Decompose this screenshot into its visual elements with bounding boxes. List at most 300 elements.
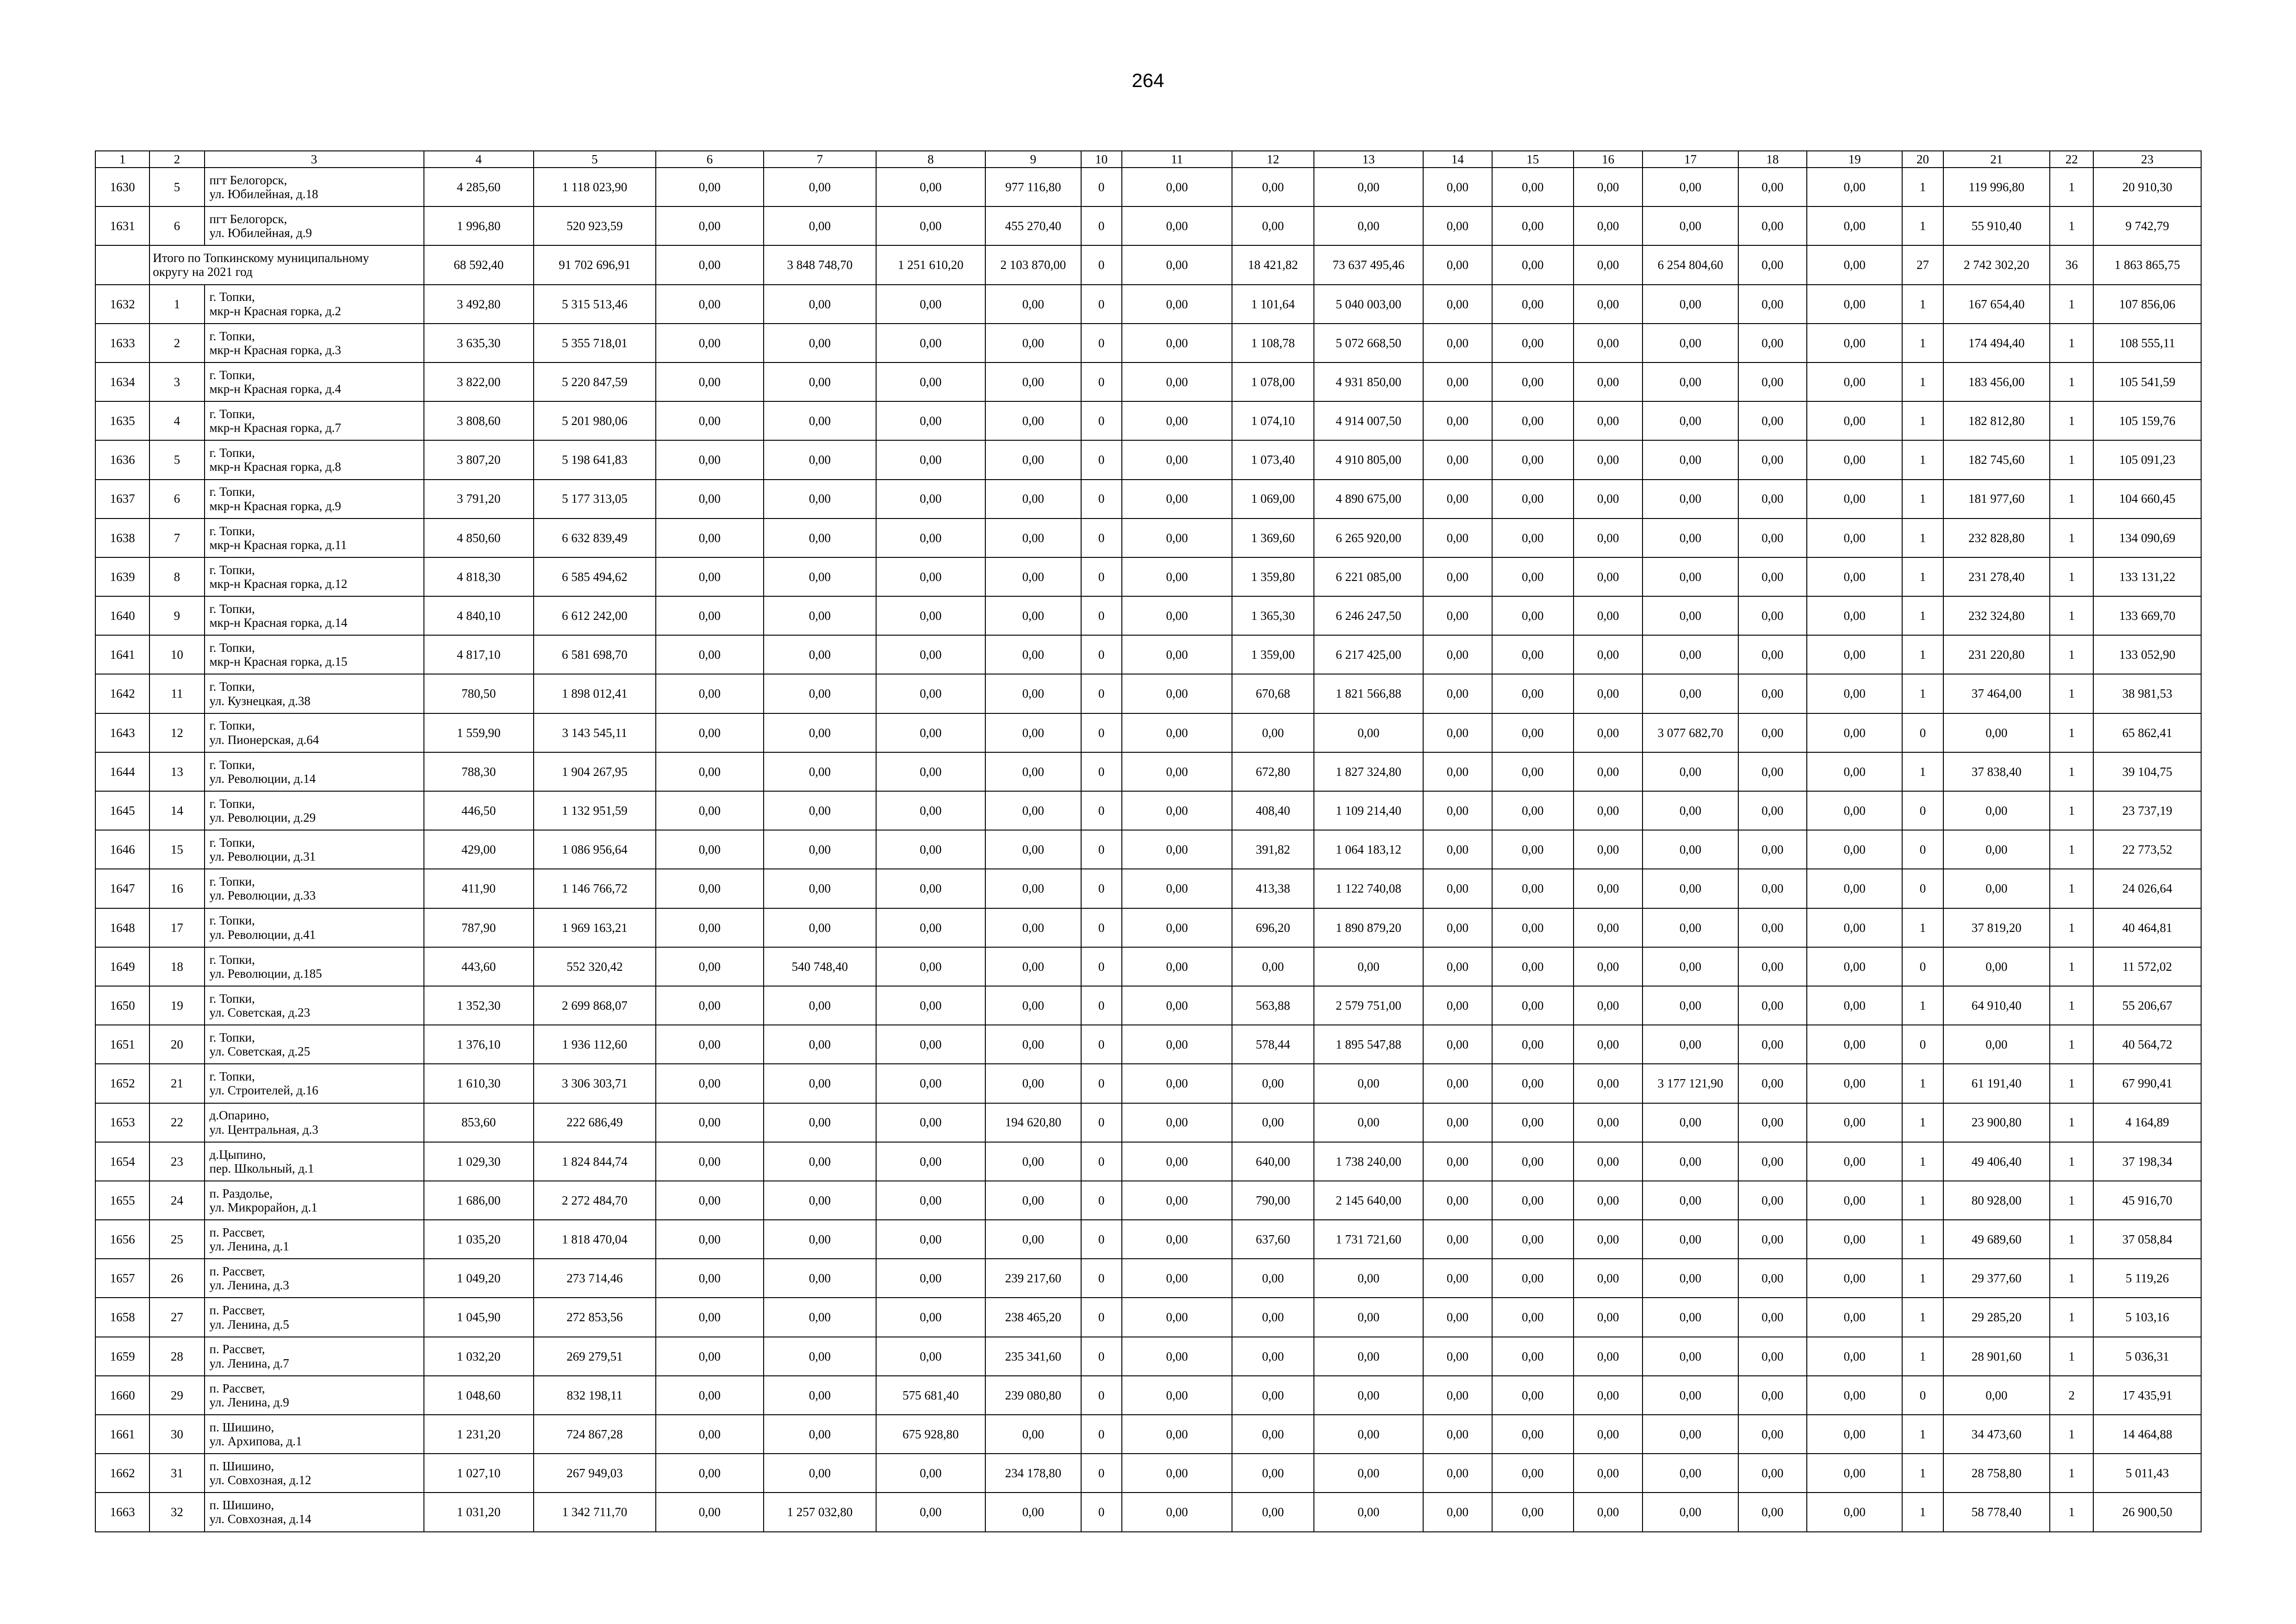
cell-col-19: 0,00 [1807, 752, 1902, 791]
cell-col-23: 14 464,88 [2093, 1415, 2201, 1454]
cell-col-5: 91 702 696,91 [534, 245, 656, 284]
cell-col-8: 0,00 [876, 830, 986, 869]
address-line: ул. Революции, д.185 [209, 966, 322, 981]
address-line: ул. Ленина, д.5 [209, 1317, 289, 1331]
cell-col-8: 675 928,80 [876, 1415, 986, 1454]
cell-col-17: 0,00 [1643, 206, 1738, 245]
cell-col-12: 640,00 [1232, 1142, 1313, 1181]
cell-col-13: 1 109 214,40 [1314, 791, 1424, 830]
cell-col-23: 1 863 865,75 [2093, 245, 2201, 284]
cell-col-10: 0 [1081, 206, 1122, 245]
cell-col-16: 0,00 [1574, 518, 1643, 557]
cell-col-10: 0 [1081, 168, 1122, 206]
cell-col-21: 182 745,60 [1943, 440, 2050, 479]
cell-col-9: 0,00 [985, 1220, 1081, 1259]
table-row [95, 440, 2201, 479]
cell-col-16: 0,00 [1574, 168, 1643, 206]
cell-col-19: 0,00 [1807, 1493, 1902, 1531]
cell-col-15: 0,00 [1492, 1493, 1574, 1531]
table-row [95, 830, 2201, 869]
cell-col-23: 9 742,79 [2093, 206, 2201, 245]
table-row [95, 1376, 2201, 1415]
cell-col-19: 0,00 [1807, 596, 1902, 635]
cell-col-21: 29 285,20 [1943, 1298, 2050, 1337]
cell-col-11: 0,00 [1122, 206, 1232, 245]
address-line: г. Топки, [209, 1030, 255, 1044]
cell-col-19: 0,00 [1807, 1103, 1902, 1142]
cell-col-15: 0,00 [1492, 1025, 1574, 1064]
cell-col-17: 0,00 [1643, 596, 1738, 635]
column-header-18: 18 [1738, 151, 1807, 168]
cell-col-6: 0,00 [656, 245, 764, 284]
cell-col-6: 0,00 [656, 986, 764, 1025]
address-line: ул. Революции, д.31 [209, 849, 316, 864]
cell-col-5: 552 320,42 [534, 947, 656, 986]
cell-col-4: 1 559,90 [424, 713, 534, 752]
cell-col-6: 0,00 [656, 440, 764, 479]
cell-col-8: 0,00 [876, 1181, 986, 1220]
column-header-8: 8 [876, 151, 986, 168]
address-line: ул. Ленина, д.1 [209, 1239, 289, 1254]
cell-col-19: 0,00 [1807, 1142, 1902, 1181]
cell-col-21: 49 689,60 [1943, 1220, 2050, 1259]
cell-col-19: 0,00 [1807, 1454, 1902, 1493]
cell-col-17: 0,00 [1643, 1337, 1738, 1376]
cell-col-20: 1 [1902, 1259, 1943, 1298]
cell-col-18: 0,00 [1738, 596, 1807, 635]
cell-col-15: 0,00 [1492, 401, 1574, 440]
address-cell [205, 1103, 424, 1142]
cell-col-23: 105 541,59 [2093, 362, 2201, 401]
cell-col-5: 2 272 484,70 [534, 1181, 656, 1220]
cell-col-11: 0,00 [1122, 168, 1232, 206]
address-line: мкр-н Красная горка, д.14 [209, 616, 348, 630]
cell-col-10: 0 [1081, 1298, 1122, 1337]
cell-col-20: 0 [1902, 947, 1943, 986]
cell-col-14: 0,00 [1423, 285, 1492, 324]
address-line: п. Рассвет, [209, 1225, 265, 1239]
cell-col-14: 0,00 [1423, 168, 1492, 206]
cell-col-18: 0,00 [1738, 1376, 1807, 1415]
cell-col-17: 0,00 [1643, 947, 1738, 986]
cell-col-12: 0,00 [1232, 1415, 1313, 1454]
cell-col-5: 1 146 766,72 [534, 869, 656, 908]
cell-col-18: 0,00 [1738, 362, 1807, 401]
cell-col-8: 575 681,40 [876, 1376, 986, 1415]
row-sub-index: 17 [149, 908, 204, 947]
cell-col-4: 853,60 [424, 1103, 534, 1142]
cell-col-10: 0 [1081, 1181, 1122, 1220]
cell-col-21: 181 977,60 [1943, 480, 2050, 518]
cell-col-16: 0,00 [1574, 480, 1643, 518]
cell-col-8: 0,00 [876, 1103, 986, 1142]
row-index: 1657 [95, 1259, 149, 1298]
cell-col-20: 0 [1902, 713, 1943, 752]
cell-col-9: 239 080,80 [985, 1376, 1081, 1415]
cell-col-4: 1 027,10 [424, 1454, 534, 1493]
address-line: мкр-н Красная горка, д.3 [209, 343, 342, 357]
cell-col-15: 0,00 [1492, 1415, 1574, 1454]
cell-col-14: 0,00 [1423, 557, 1492, 596]
row-sub-index: 13 [149, 752, 204, 791]
cell-col-13: 4 910 805,00 [1314, 440, 1424, 479]
address-line: г. Топки, [209, 913, 255, 928]
cell-col-23: 55 206,67 [2093, 986, 2201, 1025]
cell-col-7: 0,00 [764, 1415, 876, 1454]
cell-col-7: 0,00 [764, 791, 876, 830]
cell-col-10: 0 [1081, 713, 1122, 752]
cell-col-23: 23 737,19 [2093, 791, 2201, 830]
row-index: 1647 [95, 869, 149, 908]
cell-col-22: 1 [2050, 362, 2093, 401]
cell-col-19: 0,00 [1807, 518, 1902, 557]
cell-col-8: 0,00 [876, 518, 986, 557]
address-cell [205, 986, 424, 1025]
cell-col-12: 0,00 [1232, 1493, 1313, 1531]
row-sub-index: 22 [149, 1103, 204, 1142]
cell-col-15: 0,00 [1492, 1298, 1574, 1337]
cell-col-12: 637,60 [1232, 1220, 1313, 1259]
row-sub-index: 24 [149, 1181, 204, 1220]
cell-col-4: 4 285,60 [424, 168, 534, 206]
row-sub-index: 32 [149, 1493, 204, 1531]
column-header-6: 6 [656, 151, 764, 168]
cell-col-21: 232 324,80 [1943, 596, 2050, 635]
cell-col-18: 0,00 [1738, 480, 1807, 518]
address-line: ул. Юбилейная, д.18 [209, 187, 318, 201]
cell-col-21: 64 910,40 [1943, 986, 2050, 1025]
cell-col-5: 724 867,28 [534, 1415, 656, 1454]
cell-col-10: 0 [1081, 791, 1122, 830]
cell-col-20: 1 [1902, 480, 1943, 518]
row-sub-index: 7 [149, 518, 204, 557]
cell-col-23: 45 916,70 [2093, 1181, 2201, 1220]
cell-col-17: 6 254 804,60 [1643, 245, 1738, 284]
cell-col-19: 0,00 [1807, 986, 1902, 1025]
address-cell [205, 713, 424, 752]
cell-col-21: 80 928,00 [1943, 1181, 2050, 1220]
address-line: пер. Школьный, д.1 [209, 1161, 314, 1175]
row-index: 1659 [95, 1337, 149, 1376]
cell-col-4: 1 035,20 [424, 1220, 534, 1259]
cell-col-10: 0 [1081, 830, 1122, 869]
address-line: пгт Белогорск, [209, 173, 287, 187]
cell-col-12: 670,68 [1232, 674, 1313, 713]
cell-col-11: 0,00 [1122, 1454, 1232, 1493]
cell-col-18: 0,00 [1738, 1142, 1807, 1181]
cell-col-4: 3 635,30 [424, 324, 534, 362]
address-line: ул. Архипова, д.1 [209, 1434, 302, 1449]
address-line: г. Топки, [209, 836, 255, 850]
row-sub-index: 23 [149, 1142, 204, 1181]
cell-col-12: 0,00 [1232, 1103, 1313, 1142]
address-cell [205, 1142, 424, 1181]
cell-col-16: 0,00 [1574, 1298, 1643, 1337]
cell-col-9: 0,00 [985, 362, 1081, 401]
table-row [95, 635, 2201, 674]
cell-col-16: 0,00 [1574, 869, 1643, 908]
cell-col-12: 1 101,64 [1232, 285, 1313, 324]
cell-col-7: 0,00 [764, 285, 876, 324]
cell-col-12: 0,00 [1232, 713, 1313, 752]
cell-col-14: 0,00 [1423, 480, 1492, 518]
cell-col-7: 0,00 [764, 324, 876, 362]
cell-col-7: 0,00 [764, 168, 876, 206]
cell-col-9: 977 116,80 [985, 168, 1081, 206]
cell-col-15: 0,00 [1492, 206, 1574, 245]
cell-col-7: 0,00 [764, 869, 876, 908]
cell-col-7: 0,00 [764, 752, 876, 791]
row-index: 1653 [95, 1103, 149, 1142]
column-header-11: 11 [1122, 151, 1232, 168]
cell-col-14: 0,00 [1423, 791, 1492, 830]
column-header-22: 22 [2050, 151, 2093, 168]
cell-col-22: 1 [2050, 947, 2093, 986]
row-index: 1636 [95, 440, 149, 479]
cell-col-16: 0,00 [1574, 1493, 1643, 1531]
cell-col-5: 1 936 112,60 [534, 1025, 656, 1064]
cell-col-9: 0,00 [985, 869, 1081, 908]
cell-col-9: 238 465,20 [985, 1298, 1081, 1337]
cell-col-12: 1 108,78 [1232, 324, 1313, 362]
cell-col-20: 1 [1902, 1181, 1943, 1220]
cell-col-21: 174 494,40 [1943, 324, 2050, 362]
cell-col-18: 0,00 [1738, 869, 1807, 908]
cell-col-14: 0,00 [1423, 1298, 1492, 1337]
row-index: 1661 [95, 1415, 149, 1454]
cell-col-6: 0,00 [656, 947, 764, 986]
cell-col-11: 0,00 [1122, 713, 1232, 752]
cell-col-14: 0,00 [1423, 596, 1492, 635]
cell-col-10: 0 [1081, 480, 1122, 518]
cell-col-5: 5 198 641,83 [534, 440, 656, 479]
cell-col-18: 0,00 [1738, 1103, 1807, 1142]
cell-col-22: 1 [2050, 440, 2093, 479]
cell-col-4: 1 376,10 [424, 1025, 534, 1064]
cell-col-15: 0,00 [1492, 752, 1574, 791]
cell-col-20: 1 [1902, 908, 1943, 947]
cell-col-19: 0,00 [1807, 1259, 1902, 1298]
cell-col-22: 1 [2050, 869, 2093, 908]
cell-col-7: 0,00 [764, 557, 876, 596]
cell-col-18: 0,00 [1738, 1181, 1807, 1220]
cell-col-4: 3 807,20 [424, 440, 534, 479]
row-sub-index: 10 [149, 635, 204, 674]
cell-col-16: 0,00 [1574, 1220, 1643, 1259]
cell-col-9: 0,00 [985, 518, 1081, 557]
cell-col-17: 0,00 [1643, 1025, 1738, 1064]
cell-col-6: 0,00 [656, 791, 764, 830]
address-line: г. Топки, [209, 562, 255, 577]
cell-col-11: 0,00 [1122, 362, 1232, 401]
cell-col-18: 0,00 [1738, 1493, 1807, 1531]
cell-col-18: 0,00 [1738, 206, 1807, 245]
cell-col-22: 1 [2050, 1220, 2093, 1259]
cell-col-10: 0 [1081, 440, 1122, 479]
column-header-12: 12 [1232, 151, 1313, 168]
cell-col-19: 0,00 [1807, 480, 1902, 518]
cell-col-13: 1 890 879,20 [1314, 908, 1424, 947]
cell-col-18: 0,00 [1738, 1337, 1807, 1376]
cell-col-10: 0 [1081, 1493, 1122, 1531]
column-header-1: 1 [95, 151, 149, 168]
address-line: п. Рассвет, [209, 1264, 265, 1279]
cell-col-22: 1 [2050, 1142, 2093, 1181]
cell-col-5: 2 699 868,07 [534, 986, 656, 1025]
cell-col-18: 0,00 [1738, 285, 1807, 324]
cell-col-4: 3 791,20 [424, 480, 534, 518]
cell-col-11: 0,00 [1122, 752, 1232, 791]
cell-col-23: 65 862,41 [2093, 713, 2201, 752]
cell-col-23: 5 011,43 [2093, 1454, 2201, 1493]
total-label [149, 245, 423, 284]
cell-col-10: 0 [1081, 518, 1122, 557]
cell-col-6: 0,00 [656, 1103, 764, 1142]
cell-col-13: 4 890 675,00 [1314, 480, 1424, 518]
cell-col-8: 0,00 [876, 1454, 986, 1493]
cell-col-9: 0,00 [985, 986, 1081, 1025]
cell-col-19: 0,00 [1807, 401, 1902, 440]
cell-col-10: 0 [1081, 908, 1122, 947]
cell-col-23: 26 900,50 [2093, 1493, 2201, 1531]
address-line: г. Топки, [209, 329, 255, 343]
row-index: 1654 [95, 1142, 149, 1181]
cell-col-6: 0,00 [656, 1415, 764, 1454]
cell-col-7: 0,00 [764, 1220, 876, 1259]
cell-col-8: 1 251 610,20 [876, 245, 986, 284]
cell-col-4: 1 231,20 [424, 1415, 534, 1454]
cell-col-9: 0,00 [985, 440, 1081, 479]
cell-col-15: 0,00 [1492, 1454, 1574, 1493]
cell-col-12: 1 078,00 [1232, 362, 1313, 401]
cell-col-6: 0,00 [656, 1025, 764, 1064]
cell-col-19: 0,00 [1807, 245, 1902, 284]
cell-col-6: 0,00 [656, 830, 764, 869]
row-sub-index: 20 [149, 1025, 204, 1064]
address-cell [205, 518, 424, 557]
address-cell [205, 1415, 424, 1454]
cell-col-19: 0,00 [1807, 440, 1902, 479]
address-cell [205, 324, 424, 362]
row-sub-index: 12 [149, 713, 204, 752]
cell-col-21: 2 742 302,20 [1943, 245, 2050, 284]
cell-col-20: 1 [1902, 1103, 1943, 1142]
cell-col-6: 0,00 [656, 908, 764, 947]
address-line: г. Топки, [209, 406, 255, 421]
cell-col-15: 0,00 [1492, 986, 1574, 1025]
cell-col-11: 0,00 [1122, 1493, 1232, 1531]
row-sub-index: 14 [149, 791, 204, 830]
cell-col-18: 0,00 [1738, 518, 1807, 557]
cell-col-16: 0,00 [1574, 791, 1643, 830]
address-line: ул. Пионерская, д.64 [209, 732, 319, 747]
cell-col-14: 0,00 [1423, 324, 1492, 362]
cell-col-18: 0,00 [1738, 635, 1807, 674]
cell-col-22: 1 [2050, 1025, 2093, 1064]
cell-col-4: 3 822,00 [424, 362, 534, 401]
cell-col-21: 0,00 [1943, 830, 2050, 869]
cell-col-23: 5 119,26 [2093, 1259, 2201, 1298]
cell-col-14: 0,00 [1423, 440, 1492, 479]
cell-col-4: 68 592,40 [424, 245, 534, 284]
address-cell [205, 1454, 424, 1493]
cell-col-22: 1 [2050, 986, 2093, 1025]
cell-col-16: 0,00 [1574, 908, 1643, 947]
cell-col-8: 0,00 [876, 635, 986, 674]
cell-col-23: 37 198,34 [2093, 1142, 2201, 1181]
cell-col-12: 1 074,10 [1232, 401, 1313, 440]
cell-col-18: 0,00 [1738, 1220, 1807, 1259]
table-row [95, 1220, 2201, 1259]
cell-col-6: 0,00 [656, 285, 764, 324]
cell-col-11: 0,00 [1122, 1142, 1232, 1181]
cell-col-10: 0 [1081, 635, 1122, 674]
cell-col-16: 0,00 [1574, 1376, 1643, 1415]
cell-col-21: 231 278,40 [1943, 557, 2050, 596]
cell-col-9: 0,00 [985, 1025, 1081, 1064]
cell-col-6: 0,00 [656, 674, 764, 713]
cell-col-12: 391,82 [1232, 830, 1313, 869]
row-index: 1649 [95, 947, 149, 986]
address-line: п. Рассвет, [209, 1303, 265, 1318]
cell-col-4: 4 840,10 [424, 596, 534, 635]
column-header-7: 7 [764, 151, 876, 168]
address-cell [205, 480, 424, 518]
cell-col-11: 0,00 [1122, 518, 1232, 557]
table-row [95, 1454, 2201, 1493]
row-index: 1658 [95, 1298, 149, 1337]
address-line: ул. Строителей, д.16 [209, 1083, 318, 1098]
cell-col-14: 0,00 [1423, 401, 1492, 440]
cell-col-15: 0,00 [1492, 168, 1574, 206]
cell-col-13: 6 221 085,00 [1314, 557, 1424, 596]
cell-col-11: 0,00 [1122, 285, 1232, 324]
address-line: г. Топки, [209, 641, 255, 655]
cell-col-22: 1 [2050, 324, 2093, 362]
cell-col-6: 0,00 [656, 1259, 764, 1298]
row-index: 1638 [95, 518, 149, 557]
cell-col-9: 0,00 [985, 285, 1081, 324]
cell-col-5: 6 632 839,49 [534, 518, 656, 557]
table-row [95, 947, 2201, 986]
cell-col-5: 272 853,56 [534, 1298, 656, 1337]
cell-col-21: 0,00 [1943, 1376, 2050, 1415]
cell-col-15: 0,00 [1492, 635, 1574, 674]
cell-col-12: 0,00 [1232, 1298, 1313, 1337]
cell-col-9: 0,00 [985, 674, 1081, 713]
cell-col-18: 0,00 [1738, 401, 1807, 440]
cell-col-23: 134 090,69 [2093, 518, 2201, 557]
cell-col-12: 0,00 [1232, 1064, 1313, 1103]
cell-col-12: 0,00 [1232, 206, 1313, 245]
cell-col-23: 5 103,16 [2093, 1298, 2201, 1337]
row-sub-index: 1 [149, 285, 204, 324]
address-line: ул. Советская, д.23 [209, 1006, 311, 1020]
row-index: 1633 [95, 324, 149, 362]
cell-col-14: 0,00 [1423, 518, 1492, 557]
address-line: г. Топки, [209, 524, 255, 538]
cell-col-8: 0,00 [876, 324, 986, 362]
cell-col-16: 0,00 [1574, 713, 1643, 752]
cell-col-21: 28 901,60 [1943, 1337, 2050, 1376]
cell-col-7: 0,00 [764, 713, 876, 752]
cell-col-15: 0,00 [1492, 1337, 1574, 1376]
address-line: мкр-н Красная горка, д.9 [209, 499, 342, 513]
cell-col-17: 0,00 [1643, 1142, 1738, 1181]
cell-col-6: 0,00 [656, 752, 764, 791]
cell-col-6: 0,00 [656, 1142, 764, 1181]
cell-col-13: 0,00 [1314, 1376, 1424, 1415]
